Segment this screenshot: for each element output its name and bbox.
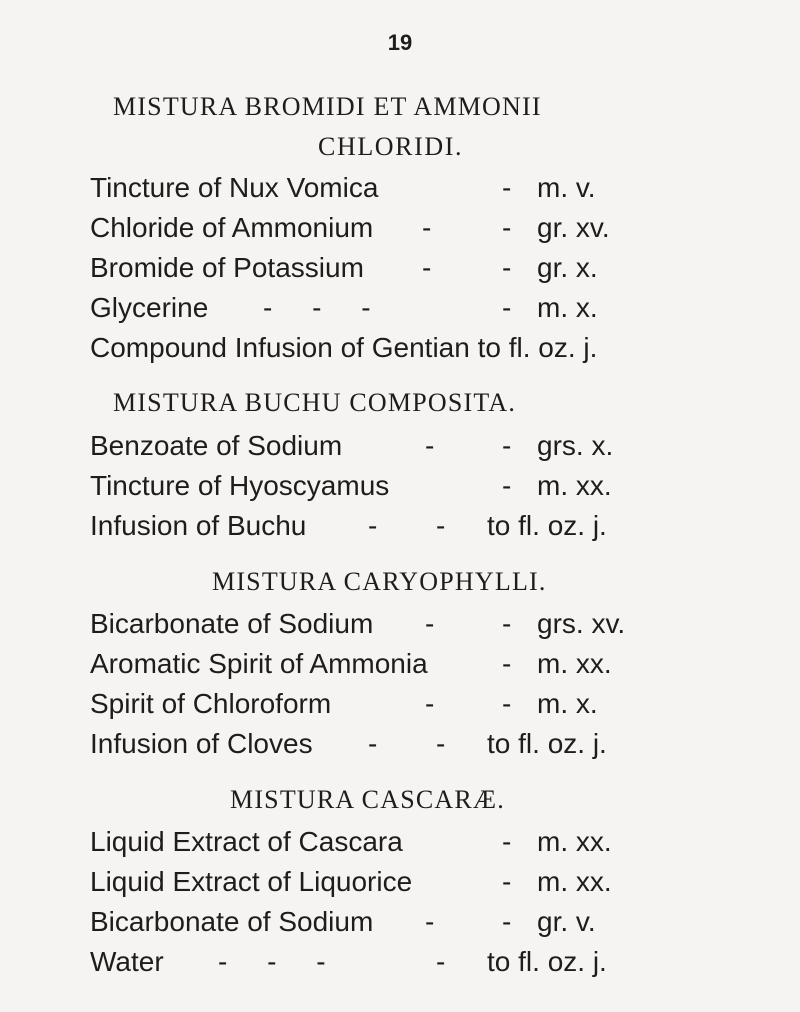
section-title-buchu: MISTURA BUCHU COMPOSITA. bbox=[113, 388, 517, 417]
ingredient-row bbox=[90, 826, 790, 858]
ingredient-quantity: to fl. oz. j. bbox=[487, 946, 607, 977]
ingredient-name: Tincture of Hyoscyamus bbox=[90, 470, 390, 501]
ingredient-dash: - bbox=[368, 510, 378, 541]
ingredient-name: Spirit of Chloroform bbox=[90, 688, 332, 719]
ingredient-dash: - bbox=[368, 728, 378, 759]
ingredient-quantity: gr. x. bbox=[537, 252, 598, 283]
ingredient-row-full bbox=[90, 332, 790, 364]
ingredient-dash: - bbox=[425, 608, 435, 639]
section-title-bromidi-line2: CHLORIDI. bbox=[318, 132, 464, 161]
section-title-cascarae: MISTURA CASCARÆ. bbox=[230, 785, 505, 814]
page-number: 19 bbox=[387, 30, 413, 55]
ingredient-row bbox=[90, 212, 790, 244]
ingredient-dash: - - - bbox=[263, 292, 371, 323]
ingredient-name: Chloride of Ammonium bbox=[90, 212, 374, 243]
ingredient-dash: - bbox=[502, 866, 512, 897]
ingredient-quantity: m. xx. bbox=[537, 648, 612, 679]
ingredient-dash: - bbox=[502, 292, 512, 323]
ingredient-dash: - bbox=[436, 728, 446, 759]
ingredient-dash: - bbox=[502, 430, 512, 461]
ingredient-dash: - bbox=[502, 906, 512, 937]
ingredient-dash: - bbox=[502, 648, 512, 679]
ingredient-name: Water bbox=[90, 946, 164, 977]
ingredient-name: Bicarbonate of Sodium bbox=[90, 608, 374, 639]
ingredient-dash: - bbox=[436, 510, 446, 541]
ingredient-row bbox=[90, 292, 790, 324]
ingredient-dash: - bbox=[502, 826, 512, 857]
ingredient-dash: - - - bbox=[218, 946, 326, 977]
ingredient-row bbox=[90, 172, 790, 204]
ingredient-quantity: m. x. bbox=[537, 688, 598, 719]
ingredient-dash: - bbox=[425, 430, 435, 461]
ingredient-dash: - bbox=[425, 906, 435, 937]
ingredient-row bbox=[90, 252, 790, 284]
ingredient-row bbox=[90, 608, 790, 640]
ingredient-dash: - bbox=[422, 252, 432, 283]
ingredient-name: Bromide of Potassium bbox=[90, 252, 364, 283]
ingredient-name: Benzoate of Sodium bbox=[90, 430, 343, 461]
ingredient-dash: - bbox=[422, 212, 432, 243]
ingredient-dash: - bbox=[502, 608, 512, 639]
ingredient-quantity: grs. xv. bbox=[537, 608, 626, 639]
ingredient-dash: - bbox=[436, 946, 446, 977]
ingredient-row bbox=[90, 866, 790, 898]
ingredient-row bbox=[90, 430, 790, 462]
ingredient-name: Liquid Extract of Liquorice bbox=[90, 866, 413, 897]
ingredient-dash: - bbox=[502, 172, 512, 203]
ingredient-row bbox=[90, 510, 790, 542]
section-title-bromidi: MISTURA BROMIDI ET AMMONII bbox=[113, 92, 542, 121]
ingredient-quantity: to fl. oz. j. bbox=[487, 728, 607, 759]
ingredient-dash: - bbox=[502, 252, 512, 283]
ingredient-quantity: m. xx. bbox=[537, 826, 612, 857]
ingredient-row bbox=[90, 470, 790, 502]
ingredient-quantity: m. xx. bbox=[537, 470, 612, 501]
ingredient-quantity: to fl. oz. j. bbox=[487, 510, 607, 541]
ingredient-full-line: Compound Infusion of Gentian to fl. oz. j. bbox=[90, 332, 598, 363]
ingredient-quantity: m. xx. bbox=[537, 866, 612, 897]
ingredient-row bbox=[90, 688, 790, 720]
ingredient-dash: - bbox=[502, 212, 512, 243]
ingredient-dash: - bbox=[502, 688, 512, 719]
ingredient-quantity: gr. xv. bbox=[537, 212, 610, 243]
ingredient-name: Aromatic Spirit of Ammonia bbox=[90, 648, 428, 679]
ingredient-quantity: m. v. bbox=[537, 172, 596, 203]
ingredient-name: Infusion of Buchu bbox=[90, 510, 307, 541]
ingredient-quantity: grs. x. bbox=[537, 430, 614, 461]
ingredient-name: Liquid Extract of Cascara bbox=[90, 826, 403, 857]
ingredient-dash: - bbox=[425, 688, 435, 719]
ingredient-row bbox=[90, 946, 790, 978]
ingredient-row bbox=[90, 648, 790, 680]
ingredient-name: Glycerine bbox=[90, 292, 209, 323]
ingredient-quantity: gr. v. bbox=[537, 906, 596, 937]
ingredient-row bbox=[90, 906, 790, 938]
ingredient-row bbox=[90, 728, 790, 760]
ingredient-dash: - bbox=[502, 470, 512, 501]
ingredient-name: Bicarbonate of Sodium bbox=[90, 906, 374, 937]
ingredient-name: Tincture of Nux Vomica bbox=[90, 172, 379, 203]
section-title-caryophylli: MISTURA CARYOPHYLLI. bbox=[212, 567, 547, 596]
ingredient-quantity: m. x. bbox=[537, 292, 598, 323]
ingredient-name: Infusion of Cloves bbox=[90, 728, 313, 759]
